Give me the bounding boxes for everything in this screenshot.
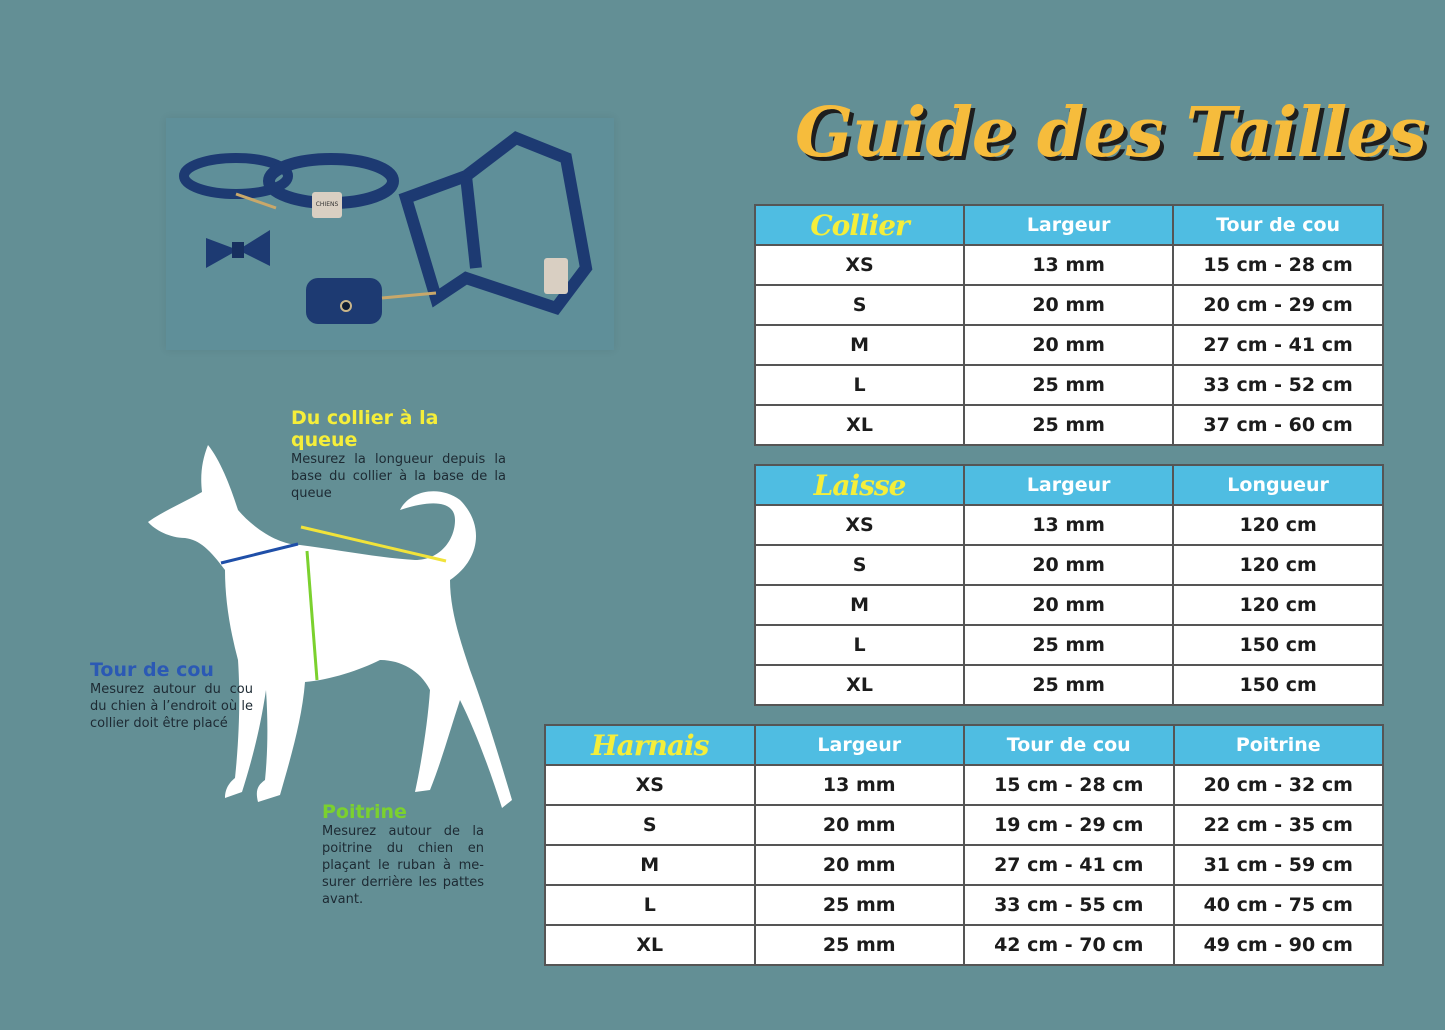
chest-label [322, 801, 484, 908]
width-cell: 13 mm [964, 505, 1173, 545]
table-row [755, 625, 1383, 665]
neck-text: Mesurez autour du cou du chien à l’endroit où le collier doit être placé [90, 682, 253, 731]
chest-cell: 40 cm - 75 cm [1174, 885, 1384, 925]
width-cell: 20 mm [964, 285, 1173, 325]
neck-cell: 42 cm - 70 cm [964, 925, 1174, 965]
column-header: Largeur [964, 205, 1173, 245]
table-row [545, 885, 1383, 925]
table-name: Laisse [755, 465, 964, 505]
table-row [755, 505, 1383, 545]
width-cell: 20 mm [755, 805, 965, 845]
harness-size-table [544, 724, 1384, 966]
width-cell: 20 mm [964, 545, 1173, 585]
harness-buckle [544, 258, 568, 294]
length-cell: 150 cm [1173, 625, 1383, 665]
table-row [755, 665, 1383, 705]
size-cell: M [755, 325, 964, 365]
product-image [166, 118, 614, 350]
column-header: Poitrine [1174, 725, 1384, 765]
neck-cell: 33 cm - 55 cm [964, 885, 1174, 925]
table-header-row [545, 725, 1383, 765]
width-cell: 25 mm [755, 885, 965, 925]
back-length-text: Mesurez la longueur depuis la base du collier à la base de la queue [291, 452, 506, 501]
chest-heading: Poitrine [322, 801, 407, 823]
table-header-row [755, 465, 1383, 505]
neck-cell: 27 cm - 41 cm [964, 845, 1174, 885]
chest-cell: 49 cm - 90 cm [1174, 925, 1384, 965]
width-cell: 20 mm [964, 585, 1173, 625]
page-title: Guide des Tailles [795, 93, 1426, 173]
neck-heading: Tour de cou [90, 659, 214, 681]
neck-cell: 33 cm - 52 cm [1173, 365, 1383, 405]
column-header: Longueur [1173, 465, 1383, 505]
size-cell: XS [755, 505, 964, 545]
table-row [755, 585, 1383, 625]
width-cell: 13 mm [964, 245, 1173, 285]
table-row [545, 805, 1383, 845]
collar-size-table [754, 204, 1384, 446]
column-header: Tour de cou [1173, 205, 1383, 245]
neck-cell: 15 cm - 28 cm [1173, 245, 1383, 285]
table-row [755, 245, 1383, 285]
size-cell: M [545, 845, 755, 885]
width-cell: 25 mm [964, 625, 1173, 665]
table-row [755, 325, 1383, 365]
table-row [755, 285, 1383, 325]
size-cell: XL [755, 665, 964, 705]
chest-cell: 20 cm - 32 cm [1174, 765, 1384, 805]
chest-cell: 31 cm - 59 cm [1174, 845, 1384, 885]
size-cell: S [545, 805, 755, 845]
leash-size-table [754, 464, 1384, 706]
width-cell: 20 mm [755, 845, 965, 885]
table-row [755, 405, 1383, 445]
size-cell: L [755, 625, 964, 665]
size-cell: S [755, 545, 964, 585]
size-cell: M [755, 585, 964, 625]
size-cell: XL [545, 925, 755, 965]
neck-cell: 19 cm - 29 cm [964, 805, 1174, 845]
column-header: Largeur [964, 465, 1173, 505]
back-length-label [291, 407, 506, 502]
table-row [755, 545, 1383, 585]
neck-cell: 20 cm - 29 cm [1173, 285, 1383, 325]
size-cell: L [545, 885, 755, 925]
length-cell: 150 cm [1173, 665, 1383, 705]
length-cell: 120 cm [1173, 545, 1383, 585]
size-cell: XS [545, 765, 755, 805]
neck-cell: 15 cm - 28 cm [964, 765, 1174, 805]
length-cell: 120 cm [1173, 505, 1383, 545]
column-header: Tour de cou [964, 725, 1174, 765]
length-cell: 120 cm [1173, 585, 1383, 625]
width-cell: 25 mm [964, 665, 1173, 705]
width-cell: 25 mm [964, 405, 1173, 445]
table-row [545, 845, 1383, 885]
back-length-heading: Du collier à la queue [291, 407, 439, 451]
neck-cell: 37 cm - 60 cm [1173, 405, 1383, 445]
chest-cell: 22 cm - 35 cm [1174, 805, 1384, 845]
table-name: Harnais [545, 725, 755, 765]
table-header-row [755, 205, 1383, 245]
neck-label [90, 659, 253, 732]
width-cell: 25 mm [755, 925, 965, 965]
svg-text:CHIENS: CHIENS [315, 201, 339, 208]
table-row [545, 925, 1383, 965]
size-cell: XS [755, 245, 964, 285]
neck-cell: 27 cm - 41 cm [1173, 325, 1383, 365]
table-row [755, 365, 1383, 405]
chest-text: Mesurez autour de la poitrine du chien en plaçant le ruban à me-surer derrière les pattes avant. [322, 824, 484, 907]
size-cell: XL [755, 405, 964, 445]
column-header: Largeur [755, 725, 965, 765]
width-cell: 13 mm [755, 765, 965, 805]
product-set-illustration [166, 118, 614, 350]
size-cell: L [755, 365, 964, 405]
width-cell: 20 mm [964, 325, 1173, 365]
table-row [545, 765, 1383, 805]
width-cell: 25 mm [964, 365, 1173, 405]
size-cell: S [755, 285, 964, 325]
table-name: Collier [755, 205, 964, 245]
